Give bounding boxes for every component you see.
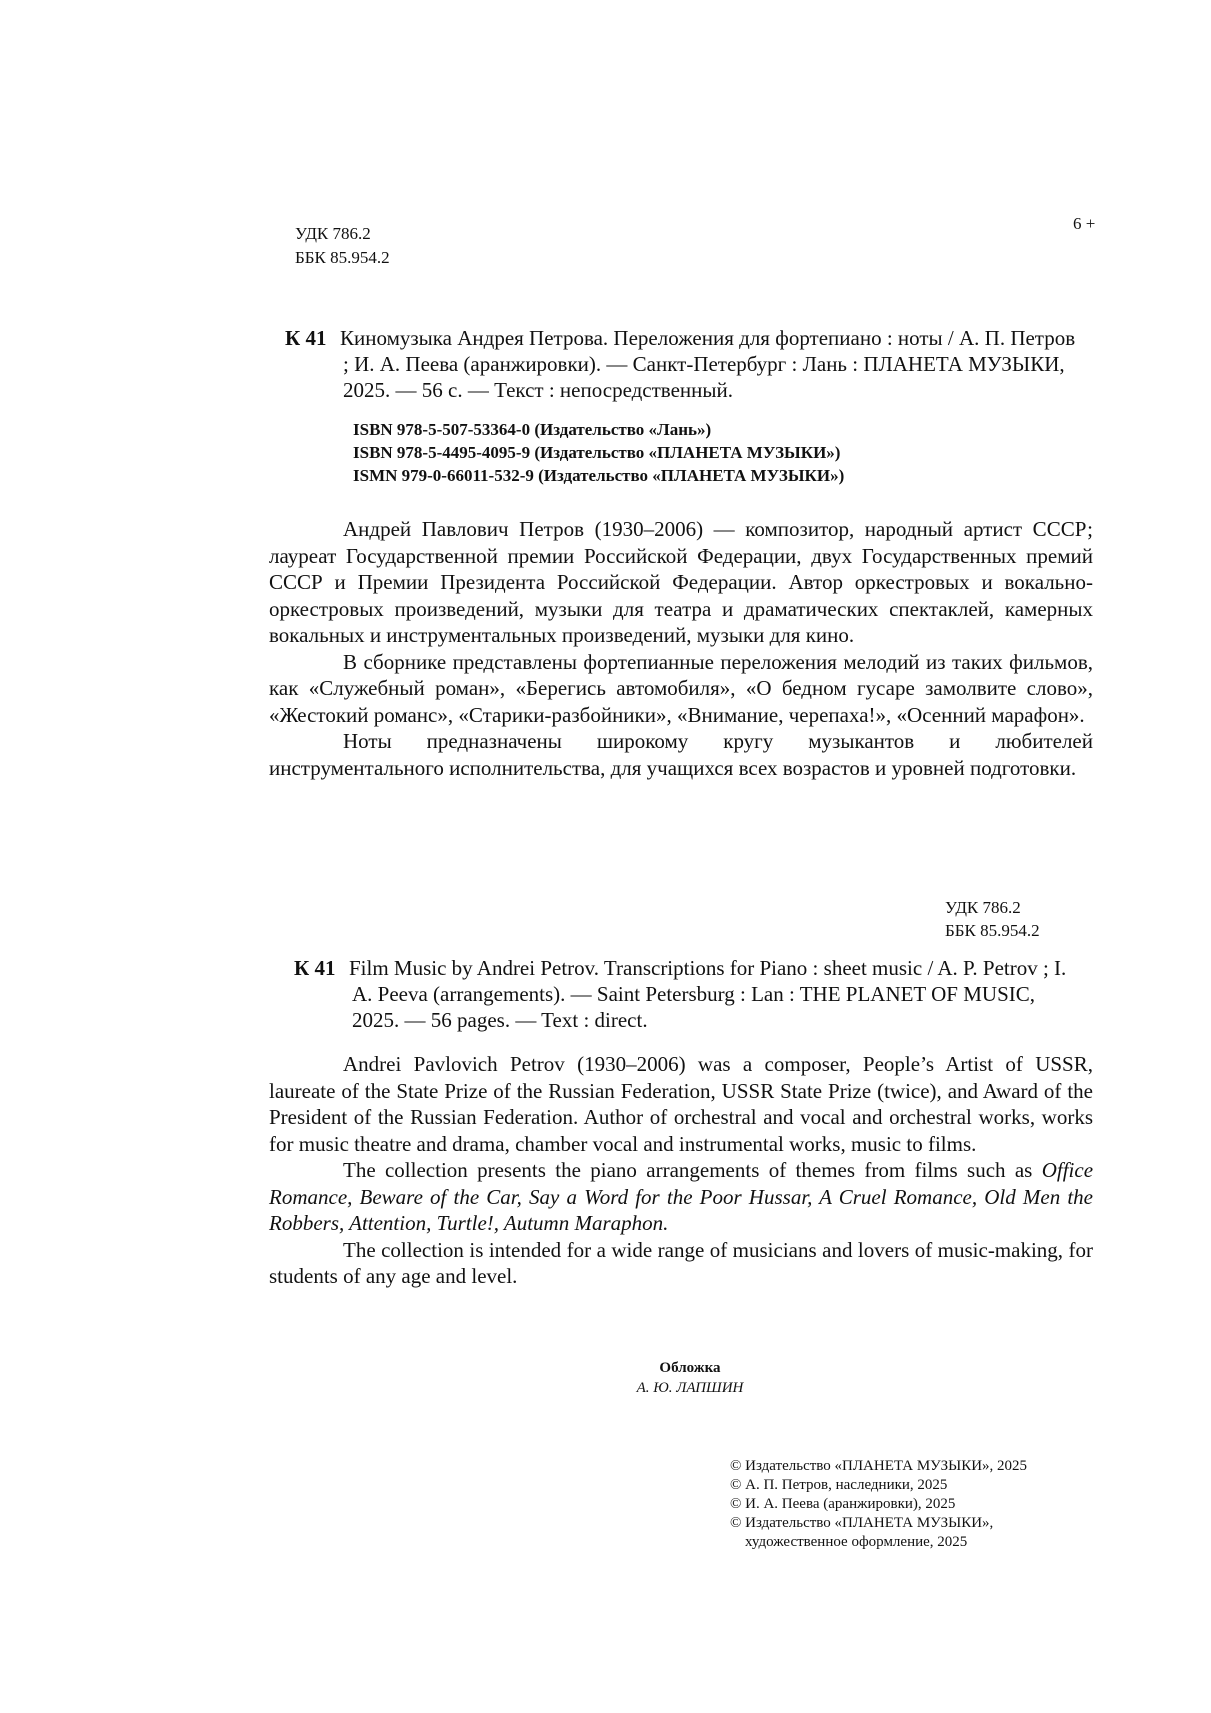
annotation-en: [269, 1051, 1093, 1290]
catalog-card-en: [294, 955, 1082, 1033]
copyright-line: художественное оформление, 2025: [745, 1534, 968, 1550]
bbk-code: ББК 85.954.2: [945, 921, 1040, 940]
annotation-paragraph: В сборнике представлены фортепианные переложения мелодий из таких фильмов, как «Служебный роман», «Берегись автомобиля», «О бедном гусаре замолвите слово», «Жестокий романс», «Старики-разбойники», «Внимание, черепаха!», «Осенний марафон».: [269, 649, 1093, 727]
films-list: Office Romance, Beware of the Car, Say a Word for the Poor Hussar, A Cruel Romance, Old Men the Robbers, Attention, Turtle!, Autumn Maraphon.: [269, 1158, 1094, 1235]
copyright-line: © А. П. Петров, наследники, 2025: [730, 1477, 948, 1493]
annotation-paragraph: Ноты предназначены широкому кругу музыкантов и любителей инструментального исполнительства, для учащихся всех возрастов и уровней подготовки.: [269, 729, 1093, 780]
cover-label: Обложка: [659, 1360, 721, 1376]
catalog-card-ru: [285, 325, 1076, 403]
annotation-paragraph: [269, 1157, 1093, 1237]
cover-artist: А. Ю. ЛАПШИН: [636, 1380, 744, 1396]
annotation-paragraph: The collection is intended for a wide range of musicians and lovers of music-making, for students of any age and level.: [269, 1237, 1093, 1288]
annotation-ru: [269, 516, 1093, 781]
udk-code: УДК 786.2: [295, 224, 371, 243]
cover-credit: [560, 1358, 820, 1398]
films-intro: The collection presents the piano arrangements of themes from films such as: [343, 1158, 1033, 1182]
age-rating: 6 +: [1073, 214, 1096, 233]
isbn-line: ISBN 978-5-4495-4095-9 (Издательство «ПЛАНЕТА МУЗЫКИ»): [353, 443, 841, 462]
annotation-paragraph: Andrei Pavlovich Petrov (1930–2006) was a composer, People’s Artist of USSR, laureate of the State Prize of the Russian Federation, USSR State Prize (twice), and Award of the President of the Russian Federation. Author of orchestral and vocal and orchestral works, works for music theatre and drama, chamber vocal and instrumental works, music to films.: [269, 1052, 1093, 1156]
bibliographic-description: Киномузыка Андрея Петрова. Переложения для фортепиано : ноты / А. П. Петров ; И. А. Пеева (аранжировки). — Санкт-Петербург : Лань : ПЛАНЕТА МУЗЫКИ, 2025. — 56 с. — Текст : непосредственный.: [340, 326, 1076, 402]
annotation-paragraph: Андрей Павлович Петров (1930–2006) — композитор, народный артист СССР; лауреат Государственной премии Российской Федерации, двух Государственных премий СССР и Премии Президента Российской Федерации. Автор оркестровых и вокально-оркестровых произведений, музыки для театра и драматических спектаклей, камерных вокальных и инструментальных произведений, музыки для кино.: [269, 517, 1093, 647]
ismn-line: ISMN 979-0-66011-532-9 (Издательство «ПЛАНЕТА МУЗЫКИ»): [353, 466, 845, 485]
udk-block-bottom: [945, 896, 1040, 942]
author-mark: К 41: [294, 956, 336, 980]
copyright-line: © И. А. Пеева (аранжировки), 2025: [730, 1496, 956, 1512]
copyright-block: [730, 1457, 1027, 1552]
author-mark: К 41: [285, 326, 327, 350]
isbn-line: ISBN 978-5-507-53364-0 (Издательство «Лань»): [353, 420, 712, 439]
udk-code: УДК 786.2: [945, 898, 1021, 917]
copyright-line: © Издательство «ПЛАНЕТА МУЗЫКИ», 2025: [730, 1458, 1028, 1474]
copyright-line: © Издательство «ПЛАНЕТА МУЗЫКИ»,: [730, 1515, 994, 1531]
udk-block-top: [295, 222, 390, 270]
isbn-block: [353, 418, 844, 487]
bbk-code: ББК 85.954.2: [295, 248, 390, 267]
bibliographic-description: Film Music by Andrei Petrov. Transcriptions for Piano : sheet music / A. P. Petrov ; I. A. Peeva (arrangements). — Saint Petersburg : Lan : THE PLANET OF MUSIC, 2025. — 56 pages. — Text : direct.: [349, 956, 1067, 1032]
